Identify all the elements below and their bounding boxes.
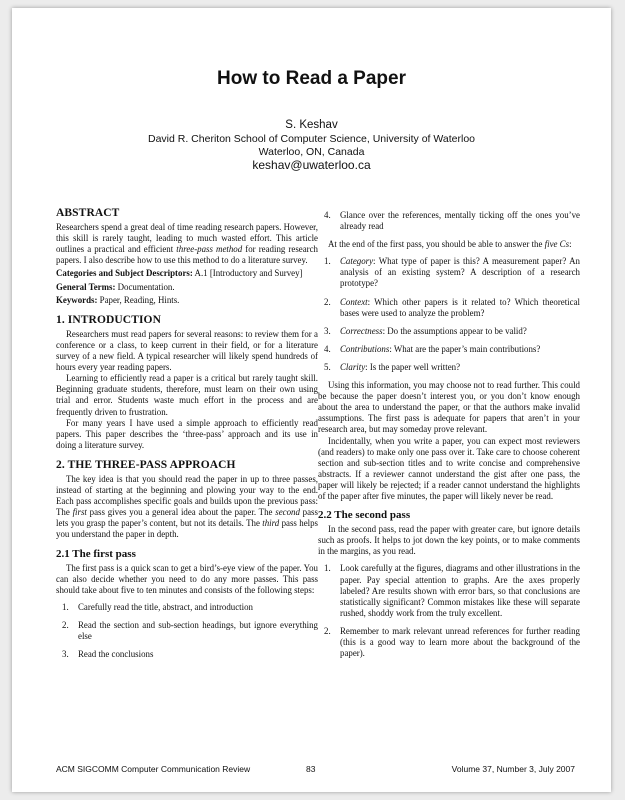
abstract-text: Researchers spend a great deal of time reading research papers. However, this skill is rarely taught, leading to much wasted effort. This article outlines a practical and efficient three-pass method for reading research papers. I also describe how to use this method to do a literature survey. (56, 222, 318, 266)
first-pass-paragraph-2: Using this information, you may choose not to read further. This could be because the paper doesn’t interest you, or you don’t know enough about the area to understand the paper, or that the authors make invalid assumptions. The first pass is adequate for papers that aren’t in your research area, but may someday prove relevant. (318, 380, 580, 435)
footer-volume: Volume 37, Number 3, July 2007 (451, 764, 575, 774)
list-item: 1. Look carefully at the figures, diagrams and other illustrations in the paper. Pay special attention to graphs. Are the axes properly labeled? Are results shown with error bars, so that conclusions are statistically significant? Common mistakes like these will separate rushed, shoddy work from the truly excellent. (324, 563, 580, 618)
list-item: 5. Clarity: Is the paper well written? (324, 361, 461, 372)
list-item: 2. Context: Which other papers is it related to? Which theoretical bases were used to analyze the problem? (324, 296, 580, 318)
left-column (56, 208, 318, 667)
footer-journal: ACM SIGCOMM Computer Communication Review (56, 764, 251, 774)
author-affiliation: David R. Cheriton School of Computer Science, University of Waterloo (148, 133, 475, 145)
list-item: 2. Remember to mark relevant unread references for further reading (this is a good way to learn more about the background of the paper). (324, 625, 580, 659)
three-pass-heading: 2. THE THREE-PASS APPROACH (56, 458, 236, 471)
first-pass-heading: 2.1 The first pass (56, 547, 136, 560)
list-item: 2. Read the section and sub-section headings, but ignore everything else (62, 620, 318, 642)
list-item: 1. Carefully read the title, abstract, and introduction (62, 601, 253, 612)
first-pass-steps (56, 602, 318, 660)
list-item: 4. Contributions: What are the paper’s main contributions? (324, 343, 541, 354)
author-name: S. Keshav (285, 119, 338, 131)
intro-heading: 1. INTRODUCTION (56, 313, 162, 326)
first-pass-paragraph: The first pass is a quick scan to get a bird’s-eye view of the paper. You can also decide whether you need to do any more passes. This pass should take about five to ten minutes and consists of the following steps: (56, 562, 318, 595)
first-pass-paragraph-3: Incidentally, when you write a paper, you can expect most reviewers (and readers) to make only one pass over it. Take care to choose coherent section and sub-section titles and to write concise and comprehensive abstracts. If a reviewer cannot understand the gist after one pass, the paper will likely be rejected; if a reader cannot understand the highlights of the paper after five minutes, the paper will likely never be read. (318, 435, 580, 501)
intro-paragraph-3: For many years I have used a simple approach to efficiently read papers. This paper describes the ‘three-pass’ approach and its use in doing a literature survey. (56, 417, 318, 450)
second-pass-list (318, 563, 580, 659)
first-pass-steps-cont (318, 210, 580, 232)
list-item: 1. Category: What type of paper is this? A measurement paper? An analysis of an existing system? A description of a research prototype? (324, 256, 580, 289)
list-item: 3. Read the conclusions (62, 649, 154, 660)
keywords-line: Keywords: Paper, Reading, Hints. (56, 294, 180, 305)
list-item: 4. Glance over the references, mentally ticking off the ones you’ve already read (324, 210, 580, 232)
right-column (318, 210, 580, 666)
second-pass-heading: 2.2 The second pass (318, 509, 411, 522)
five-cs-list (318, 256, 580, 373)
paper-title: How to Read a Paper (217, 68, 406, 89)
second-pass-paragraph: In the second pass, read the paper with greater care, but ignore details such as proofs. It helps to jot down the key points, or to make comments in the margins, as you read. (318, 524, 580, 557)
abstract-heading: ABSTRACT (56, 207, 120, 219)
intro-paragraph-1: Researchers must read papers for several reasons: to review them for a conference or a class, to keep current in their field, or for a literature survey of a new field. A typical researcher will likely spend hundreds of hours every year reading papers. (56, 328, 318, 373)
paper-page (12, 8, 611, 792)
list-item: 3. Correctness: Do the assumptions appear to be valid? (324, 325, 527, 336)
footer-page-number: 83 (306, 764, 316, 774)
categories-line: Categories and Subject Descriptors: A.1 [Introductory and Survey] (56, 268, 303, 279)
five-cs-intro: At the end of the first pass, you should be able to answer the five Cs: (328, 239, 572, 250)
three-pass-paragraph: The key idea is that you should read the paper in up to three passes, instead of starting at the beginning and plowing your way to the end. Each pass accomplishes specific goals and builds upon the previous pass: The first pass gives you a general idea about the paper. The second pass lets you grasp the paper’s content, but not its details. The third pass helps you understand the paper in depth. (56, 473, 318, 540)
author-email: keshav@uwaterloo.ca (252, 158, 371, 172)
author-block (12, 119, 611, 172)
intro-paragraph-2: Learning to efficiently read a paper is a critical but rarely taught skill. Beginning graduate students, therefore, must learn on their own using trial and error. Students waste much effort in the process and are frequently driven to frustration. (56, 373, 318, 417)
general-terms-line: General Terms: Documentation. (56, 281, 175, 292)
author-location: Waterloo, ON, Canada (258, 146, 365, 158)
